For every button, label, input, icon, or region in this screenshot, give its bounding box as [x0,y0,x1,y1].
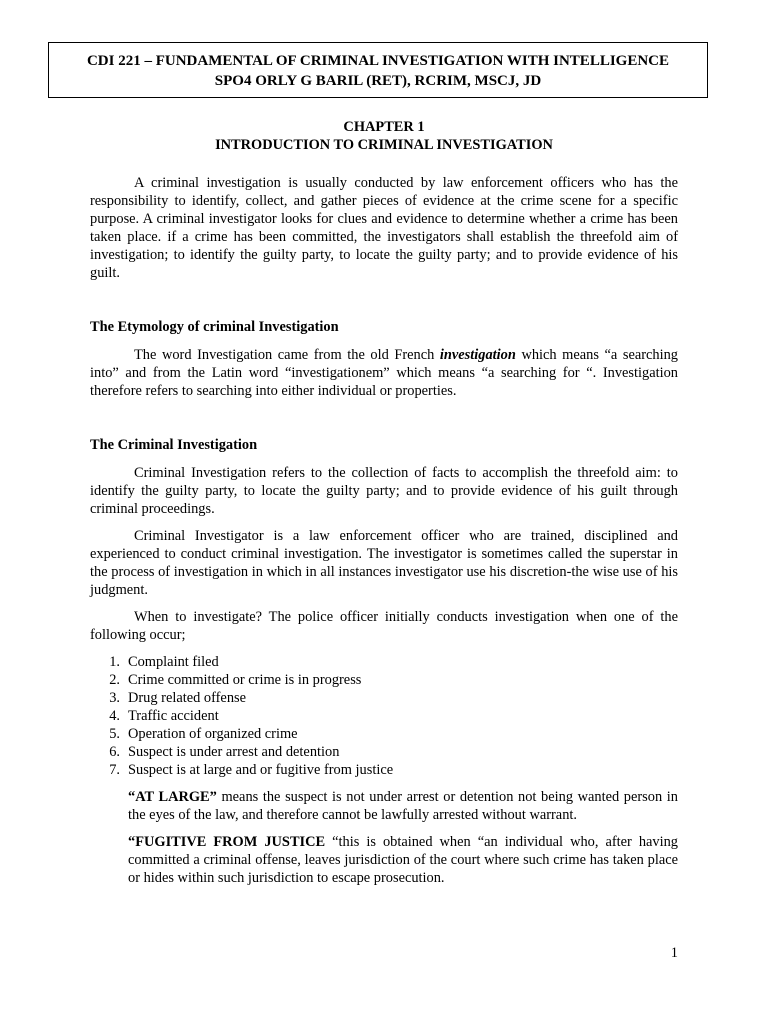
list-item: 2. Crime committed or crime is in progress [109,672,362,688]
etymology-text-after: which means “a searching into” and from the Latin word “investigationem” which means “a searching for “. Investigation therefore refers to searching into either individual or properties. [90,347,678,399]
etymology-term: investigation [439,347,516,363]
course-header-box [48,42,708,98]
criminal-investigation-heading: The Criminal Investigation [90,437,258,453]
chapter-title: INTRODUCTION TO CRIMINAL INVESTIGATION [215,137,553,153]
document-body [90,174,678,887]
course-title: CDI 221 – FUNDAMENTAL OF CRIMINAL INVESTIGATION WITH INTELLIGENCE [86,53,670,69]
list-item: 7. Suspect is at large and or fugitive from justice [109,762,394,778]
list-item: 5. Operation of organized crime [109,726,298,742]
etymology-heading: The Etymology of criminal Investigation [90,319,339,335]
at-large-definition: “AT LARGE” means the suspect is not under arrest or detention not being wanted person in the eyes of the law, and therefore cannot be lawfully arrested without warrant. [128,789,678,823]
list-item: 1. Complaint filed [109,654,219,670]
fugitive-term: “FUGITIVE FROM JUSTICE [128,834,326,850]
list-item: 4. Traffic accident [109,708,219,724]
etymology-paragraph [90,346,678,400]
criminal-investigation-paragraph-1: Criminal Investigation refers to the collection of facts to accomplish the threefold aim: to identify the guilty party, to locate the guilty party; and to provide evidence of his guilt through criminal proceedings. [90,465,678,517]
list-item: 6. Suspect is under arrest and detention [109,744,340,760]
chapter-number: CHAPTER 1 [343,119,425,135]
page-number: 1 [670,945,678,961]
fugitive-definition: “FUGITIVE FROM JUSTICE “this is obtained when “an individual who, after having committed a criminal offense, leaves jurisdiction of the court where such crime has taken place or hides within such jurisdiction to escape prosecution. [128,834,678,886]
criminal-investigator-paragraph: Criminal Investigator is a law enforcement officer who are trained, disciplined and experienced to conduct criminal investigation. The investigator is sometimes called the superstar in the process of investigation in which in all instances investigator use his discretion-the wise use of his judgment. [90,528,678,598]
list-item: 3. Drug related offense [109,690,247,706]
chapter-heading [0,118,768,154]
occurrence-list [90,653,678,779]
intro-paragraph: A criminal investigation is usually conducted by law enforcement officers who has the responsibility to identify, collect, and gather pieces of evidence at the crime scene for a specific purpose. A criminal investigator looks for clues and evidence to determine whether a crime has been taken place. if a crime has been committed, the investigators shall establish the threefold aim of investigation; to identify the guilty party, to locate the guilty party; and to provide evidence of his guilt. [90,175,678,281]
instructor-line: SPO4 ORLY G BARIL (RET), RCRIM, MSCJ, JD [214,73,542,89]
at-large-term: “AT LARGE” [128,789,217,805]
etymology-text-before: The word Investigation came from the old French [134,347,440,363]
when-to-investigate-paragraph: When to investigate? The police officer initially conducts investigation when one of the following occur; [90,609,678,643]
